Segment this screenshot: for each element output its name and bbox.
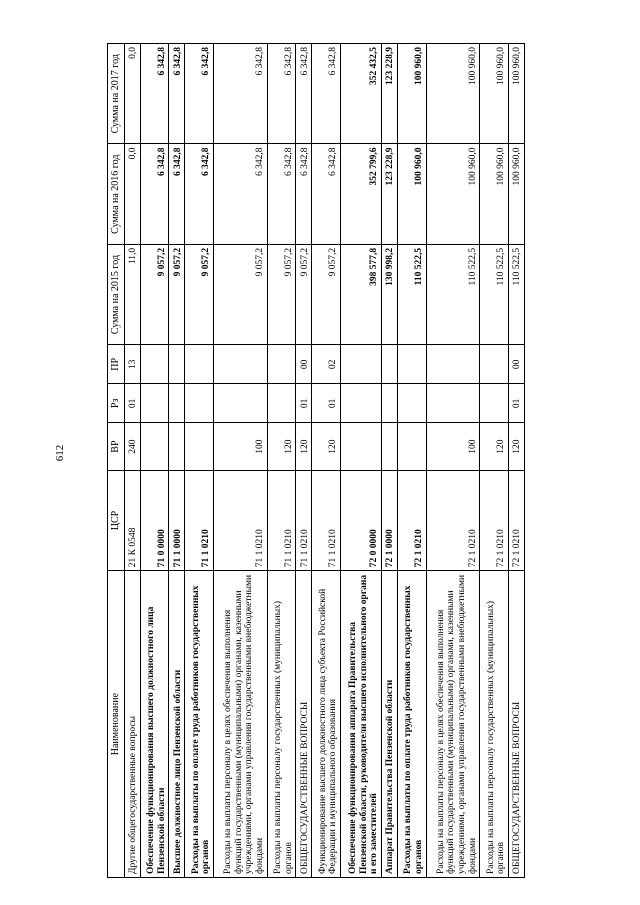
cell-name: ОБЩЕГОСУДАРСТВЕННЫЕ ВОПРОСЫ (508, 571, 524, 878)
cell-sum-2016: 0,0 (124, 144, 140, 244)
cell-vr: 120 (312, 423, 341, 470)
header-sum-2017: Сумма на 2017 год (108, 44, 125, 144)
table-row (169, 44, 185, 878)
cell-sum-2015: 110 522,5 (508, 244, 524, 344)
table-row (185, 44, 214, 878)
cell-csr: 72 0 0000 (340, 470, 381, 570)
cell-rz (267, 384, 296, 423)
cell-rz (426, 384, 480, 423)
cell-rz (214, 384, 268, 423)
cell-sum-2016: 100 960,0 (426, 144, 480, 244)
cell-sum-2015: 9 057,2 (296, 244, 312, 344)
cell-vr: 240 (124, 423, 140, 470)
cell-pr: 00 (508, 345, 524, 384)
cell-rz (140, 384, 169, 423)
cell-sum-2016: 6 342,8 (267, 144, 296, 244)
cell-name: Другие общегосударственные вопросы (124, 571, 140, 878)
cell-pr (426, 345, 480, 384)
cell-name: Расходы на выплаты персоналу в целях обеспечения выполнения функций государственными (муниципальными) органами, казенными учреждениями, органами управления государственными внебюджетными фондами (426, 571, 480, 878)
cell-pr (214, 345, 268, 384)
cell-rz: 01 (508, 384, 524, 423)
cell-name: Обеспечение функционирования высшего должностного лица Пензенской области (140, 571, 169, 878)
cell-sum-2017: 6 342,8 (312, 44, 341, 144)
cell-name: Обеспечение функционирования аппарата Правительства Пензенской области, руководители высшего исполнительного органа и его заместителей (340, 571, 381, 878)
cell-sum-2017: 6 342,8 (214, 44, 268, 144)
cell-csr: 21 К 0548 (124, 470, 140, 570)
cell-csr: 71 1 0210 (296, 470, 312, 570)
cell-vr (185, 423, 214, 470)
cell-sum-2015: 9 057,2 (214, 244, 268, 344)
cell-pr (340, 345, 381, 384)
cell-sum-2016: 6 342,8 (214, 144, 268, 244)
cell-pr (398, 345, 427, 384)
header-vr: ВР (108, 423, 125, 470)
cell-vr: 100 (214, 423, 268, 470)
table-row (312, 44, 341, 878)
cell-sum-2017: 100 960,0 (480, 44, 509, 144)
cell-pr: 02 (312, 345, 341, 384)
table-row (398, 44, 427, 878)
cell-sum-2017: 6 342,8 (185, 44, 214, 144)
cell-rz: 01 (124, 384, 140, 423)
cell-sum-2015: 110 522,5 (480, 244, 509, 344)
cell-name: Расходы на выплаты персоналу в целях обеспечения выполнения функций государственными (муниципальными) органами, казенными учреждениями, органами управления государственными внебюджетными фондами (214, 571, 268, 878)
header-sum-2016: Сумма на 2016 год (108, 144, 125, 244)
cell-sum-2015: 9 057,2 (169, 244, 185, 344)
cell-pr: 13 (124, 345, 140, 384)
table-row (124, 44, 140, 878)
cell-rz: 01 (296, 384, 312, 423)
header-row (108, 44, 125, 878)
cell-csr: 71 1 0210 (267, 470, 296, 570)
cell-sum-2015: 110 522,5 (398, 244, 427, 344)
table-row (140, 44, 169, 878)
cell-sum-2015: 9 057,2 (185, 244, 214, 344)
cell-name: Функционирование высшего должностного лица субъекта Российской Федерации и муниципального образования (312, 571, 341, 878)
table-row (381, 44, 397, 878)
cell-sum-2016: 100 960,0 (398, 144, 427, 244)
cell-sum-2016: 100 960,0 (480, 144, 509, 244)
cell-name: Расходы на выплаты персоналу государственных (муниципальных) органов (480, 571, 509, 878)
cell-sum-2015: 9 057,2 (267, 244, 296, 344)
cell-vr (140, 423, 169, 470)
budget-table (107, 43, 525, 878)
cell-sum-2016: 100 960,0 (508, 144, 524, 244)
cell-rz (381, 384, 397, 423)
cell-csr: 71 1 0210 (312, 470, 341, 570)
cell-sum-2017: 6 342,8 (169, 44, 185, 144)
cell-rz (185, 384, 214, 423)
cell-name: ОБЩЕГОСУДАРСТВЕННЫЕ ВОПРОСЫ (296, 571, 312, 878)
cell-vr (381, 423, 397, 470)
cell-name: Расходы на выплаты по оплате труда работников государственных органов (398, 571, 427, 878)
cell-sum-2016: 6 342,8 (296, 144, 312, 244)
cell-sum-2016: 6 342,8 (312, 144, 341, 244)
cell-csr: 71 0 0000 (140, 470, 169, 570)
cell-pr: 00 (296, 345, 312, 384)
cell-pr (480, 345, 509, 384)
page-number: 612 (54, 444, 66, 462)
cell-vr (340, 423, 381, 470)
cell-sum-2017: 6 342,8 (267, 44, 296, 144)
cell-sum-2015: 398 577,8 (340, 244, 381, 344)
cell-sum-2015: 130 998,2 (381, 244, 397, 344)
cell-vr: 120 (267, 423, 296, 470)
cell-rz: 01 (312, 384, 341, 423)
cell-sum-2017: 100 960,0 (508, 44, 524, 144)
cell-pr (381, 345, 397, 384)
table-row (296, 44, 312, 878)
cell-sum-2017: 0,0 (124, 44, 140, 144)
cell-sum-2015: 11,0 (124, 244, 140, 344)
cell-name: Расходы на выплаты персоналу государственных (муниципальных) органов (267, 571, 296, 878)
cell-pr (267, 345, 296, 384)
table-row (267, 44, 296, 878)
cell-csr: 71 1 0210 (185, 470, 214, 570)
cell-sum-2017: 100 960,0 (426, 44, 480, 144)
header-csr: ЦСР (108, 470, 125, 570)
cell-sum-2015: 110 522,5 (426, 244, 480, 344)
cell-pr (169, 345, 185, 384)
cell-sum-2016: 6 342,8 (140, 144, 169, 244)
table-row (480, 44, 509, 878)
cell-pr (140, 345, 169, 384)
table-row (508, 44, 524, 878)
cell-csr: 71 1 0000 (169, 470, 185, 570)
header-name: Наименование (108, 571, 125, 878)
cell-csr: 71 1 0210 (214, 470, 268, 570)
header-sum-2015: Сумма на 2015 год (108, 244, 125, 344)
cell-sum-2017: 6 342,8 (296, 44, 312, 144)
cell-sum-2016: 6 342,8 (169, 144, 185, 244)
budget-table-rotated (107, 43, 525, 878)
cell-sum-2017: 100 960,0 (398, 44, 427, 144)
cell-vr: 120 (296, 423, 312, 470)
cell-csr: 72 1 0210 (398, 470, 427, 570)
cell-csr: 72 1 0210 (508, 470, 524, 570)
cell-sum-2015: 9 057,2 (140, 244, 169, 344)
header-rz: Рз (108, 384, 125, 423)
cell-pr (185, 345, 214, 384)
cell-csr: 72 1 0000 (381, 470, 397, 570)
cell-sum-2016: 6 342,8 (185, 144, 214, 244)
cell-name: Высшее должностное лицо Пензенской области (169, 571, 185, 878)
cell-vr (398, 423, 427, 470)
table-row (214, 44, 268, 878)
cell-sum-2016: 123 228,9 (381, 144, 397, 244)
cell-rz (398, 384, 427, 423)
cell-csr: 72 1 0210 (426, 470, 480, 570)
cell-rz (169, 384, 185, 423)
cell-name: Аппарат Правительства Пензенской области (381, 571, 397, 878)
cell-sum-2017: 352 432,5 (340, 44, 381, 144)
cell-vr (169, 423, 185, 470)
cell-vr: 100 (426, 423, 480, 470)
cell-sum-2017: 123 228,9 (381, 44, 397, 144)
cell-name: Расходы на выплаты по оплате труда работников государственных органов (185, 571, 214, 878)
table-row (426, 44, 480, 878)
cell-sum-2015: 9 057,2 (312, 244, 341, 344)
cell-vr: 120 (480, 423, 509, 470)
cell-rz (340, 384, 381, 423)
header-pr: ПР (108, 345, 125, 384)
cell-sum-2017: 6 342,8 (140, 44, 169, 144)
cell-rz (480, 384, 509, 423)
table-row (340, 44, 381, 878)
cell-sum-2016: 352 799,6 (340, 144, 381, 244)
cell-vr: 120 (508, 423, 524, 470)
cell-csr: 72 1 0210 (480, 470, 509, 570)
